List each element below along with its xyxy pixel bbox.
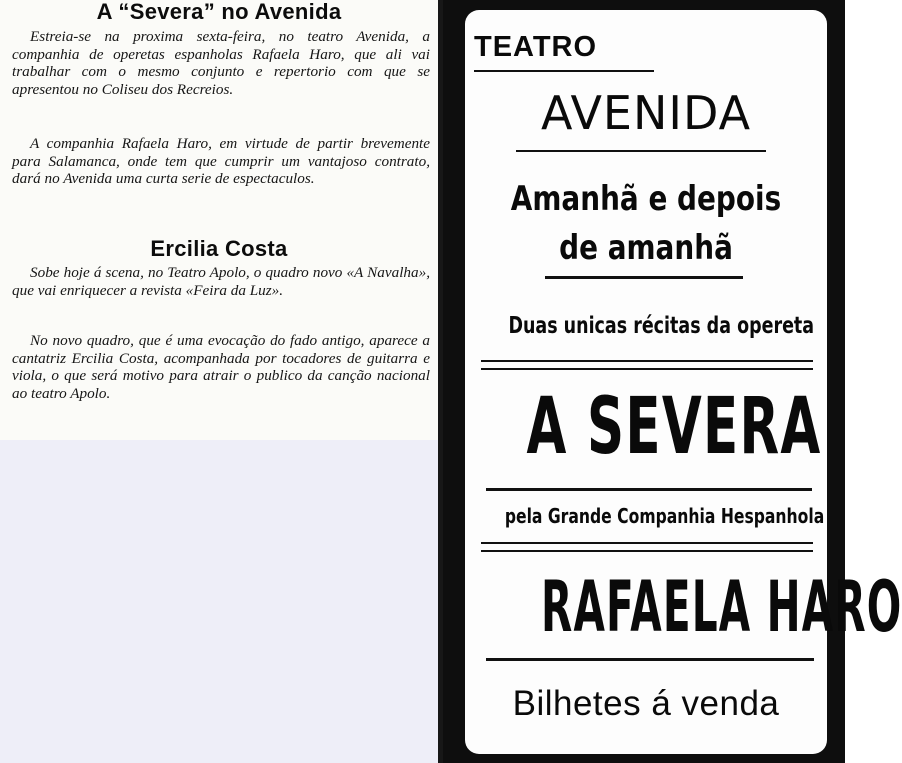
advert-rule-duas-a xyxy=(481,360,813,362)
article-headline-ercilia: Ercilia Costa xyxy=(150,236,288,261)
advert-companhia: pela Grande Companhia Hespanhola xyxy=(504,504,825,528)
advert-rule-top xyxy=(474,70,654,72)
article-paragraph-3-text: Sobe hoje á scena, no Teatro Apolo, o quadro novo «A Navalha», que vai enriquecer a revista «Feira da Luz». xyxy=(12,264,430,299)
article-paragraph-1-text: Estreia-se na proxima sexta-feira, no teatro Avenida, a companhia de operetas espanholas Rafaela Haro, que ali vai trabalhar com o mesmo conjunto e repertorio com que se apresentou no Coliseu dos Recreios. xyxy=(12,28,430,98)
advert-rule-pela-b xyxy=(481,550,813,552)
article-paragraph-1 xyxy=(12,28,430,98)
advert-amanha-line1: Amanhã e depois xyxy=(510,179,782,219)
advert-rule-pela-a xyxy=(481,542,813,544)
advert-teatro: TEATRO xyxy=(474,31,598,63)
advert-duas-recitas: Duas unicas récitas da opereta xyxy=(508,313,815,339)
article-paragraph-2 xyxy=(12,135,430,188)
advert-severa: A SEVERA xyxy=(526,382,822,472)
advert-rule-haro xyxy=(486,658,814,661)
article-paragraph-2-text: A companhia Rafaela Haro, em virtude de partir brevemente para Salamanca, onde tem que cumprir um vantajoso contrato, dará no Avenida uma curta serie de espectaculos. xyxy=(12,135,430,188)
article-paragraph-3 xyxy=(12,264,430,299)
advert-rule-avenida xyxy=(516,150,766,152)
advert-rule-duas-b xyxy=(481,368,813,370)
advert-avenida: AVENIDA xyxy=(540,86,752,140)
advert-bilhetes: Bilhetes á venda xyxy=(512,684,780,723)
article-column xyxy=(0,0,438,440)
article-paragraph-4-text: No novo quadro, que é uma evocação do fado antigo, aparece a cantatriz Ercilia Costa, acompanhada por tocadores de guitarra e viola, o que será motivo para atrair o publico da canção nacional ao teatro Apolo. xyxy=(12,332,430,402)
article-headline-severa: A “Severa” no Avenida xyxy=(96,0,342,24)
advert-rule-severa xyxy=(486,488,812,491)
advert-rafaela-haro: RAFAELA HARO xyxy=(541,566,902,648)
advert-amanha-line2: de amanhã xyxy=(559,228,733,268)
advert-rule-amanha xyxy=(545,276,743,279)
blank-area xyxy=(0,440,438,763)
article-paragraph-4 xyxy=(12,332,430,402)
